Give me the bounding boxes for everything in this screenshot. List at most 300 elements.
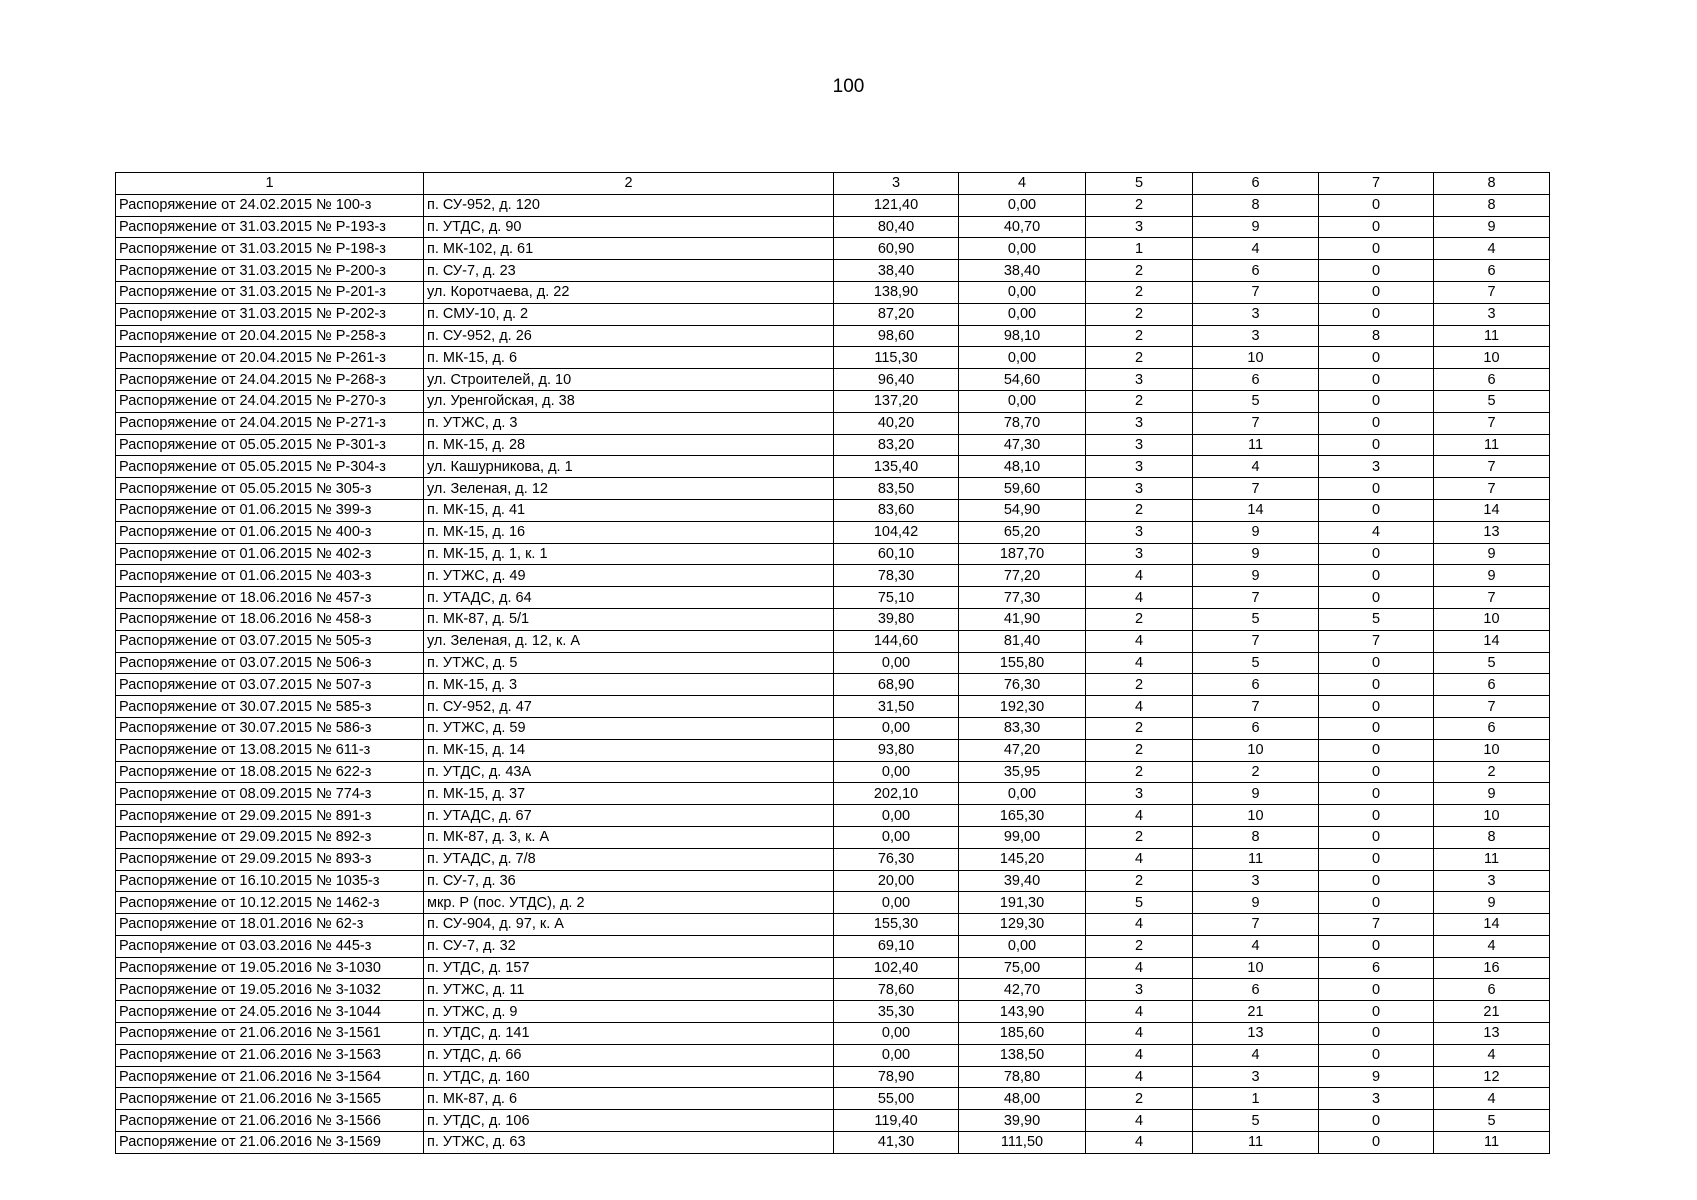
address-cell: п. УТЖС, д. 3 (424, 412, 834, 434)
value-3-cell: 41,30 (834, 1132, 959, 1154)
value-8-cell: 11 (1434, 848, 1550, 870)
document-cell: Распоряжение от 24.05.2016 № 3-1044 (116, 1001, 424, 1023)
value-3-cell: 102,40 (834, 957, 959, 979)
value-6-cell: 5 (1193, 608, 1319, 630)
value-6-cell: 13 (1193, 1023, 1319, 1045)
address-cell: п. УТЖС, д. 11 (424, 979, 834, 1001)
value-4-cell: 129,30 (959, 914, 1086, 936)
value-7-cell: 8 (1319, 325, 1434, 347)
value-8-cell: 12 (1434, 1066, 1550, 1088)
document-cell: Распоряжение от 21.06.2016 № 3-1569 (116, 1132, 424, 1154)
value-5-cell: 5 (1086, 892, 1193, 914)
value-7-cell: 0 (1319, 412, 1434, 434)
table-body (116, 173, 1550, 1154)
value-6-cell: 10 (1193, 739, 1319, 761)
value-4-cell: 78,80 (959, 1066, 1086, 1088)
value-4-cell: 0,00 (959, 935, 1086, 957)
value-5-cell: 2 (1086, 717, 1193, 739)
value-5-cell: 4 (1086, 652, 1193, 674)
address-cell: ул. Кашурникова, д. 1 (424, 456, 834, 478)
table-row (116, 499, 1550, 521)
value-4-cell: 0,00 (959, 194, 1086, 216)
document-cell: Распоряжение от 21.06.2016 № 3-1561 (116, 1023, 424, 1045)
value-3-cell: 38,40 (834, 260, 959, 282)
address-cell: п. УТДС, д. 160 (424, 1066, 834, 1088)
table-row (116, 1044, 1550, 1066)
value-7-cell: 0 (1319, 216, 1434, 238)
value-5-cell: 4 (1086, 1001, 1193, 1023)
table-row (116, 260, 1550, 282)
value-3-cell: 60,10 (834, 543, 959, 565)
value-4-cell: 187,70 (959, 543, 1086, 565)
address-cell: п. УТДС, д. 90 (424, 216, 834, 238)
value-8-cell: 11 (1434, 325, 1550, 347)
document-cell: Распоряжение от 13.08.2015 № 611-з (116, 739, 424, 761)
value-8-cell: 13 (1434, 521, 1550, 543)
value-8-cell: 7 (1434, 456, 1550, 478)
address-cell: п. УТДС, д. 157 (424, 957, 834, 979)
value-8-cell: 14 (1434, 499, 1550, 521)
column-header: 7 (1319, 173, 1434, 195)
value-8-cell: 6 (1434, 369, 1550, 391)
value-8-cell: 8 (1434, 826, 1550, 848)
table-row (116, 957, 1550, 979)
document-cell: Распоряжение от 01.06.2015 № 402-з (116, 543, 424, 565)
value-5-cell: 2 (1086, 1088, 1193, 1110)
value-8-cell: 6 (1434, 674, 1550, 696)
value-4-cell: 0,00 (959, 390, 1086, 412)
value-4-cell: 0,00 (959, 281, 1086, 303)
value-3-cell: 83,20 (834, 434, 959, 456)
value-6-cell: 9 (1193, 783, 1319, 805)
table-row (116, 216, 1550, 238)
value-7-cell: 0 (1319, 260, 1434, 282)
value-4-cell: 47,30 (959, 434, 1086, 456)
address-cell: п. МК-15, д. 14 (424, 739, 834, 761)
value-4-cell: 39,90 (959, 1110, 1086, 1132)
table-row (116, 717, 1550, 739)
value-6-cell: 5 (1193, 390, 1319, 412)
document-cell: Распоряжение от 01.06.2015 № 399-з (116, 499, 424, 521)
value-3-cell: 119,40 (834, 1110, 959, 1132)
value-8-cell: 10 (1434, 608, 1550, 630)
value-4-cell: 77,30 (959, 587, 1086, 609)
value-8-cell: 13 (1434, 1023, 1550, 1045)
value-3-cell: 0,00 (834, 761, 959, 783)
value-7-cell: 0 (1319, 390, 1434, 412)
value-5-cell: 3 (1086, 783, 1193, 805)
value-7-cell: 0 (1319, 587, 1434, 609)
address-cell: п. СУ-952, д. 120 (424, 194, 834, 216)
value-3-cell: 78,60 (834, 979, 959, 1001)
value-3-cell: 35,30 (834, 1001, 959, 1023)
column-header: 1 (116, 173, 424, 195)
value-8-cell: 5 (1434, 652, 1550, 674)
value-5-cell: 4 (1086, 914, 1193, 936)
value-4-cell: 0,00 (959, 347, 1086, 369)
address-cell: п. СУ-904, д. 97, к. А (424, 914, 834, 936)
address-cell: ул. Зеленая, д. 12, к. А (424, 630, 834, 652)
value-3-cell: 78,30 (834, 565, 959, 587)
value-3-cell: 98,60 (834, 325, 959, 347)
value-7-cell: 0 (1319, 499, 1434, 521)
value-8-cell: 9 (1434, 216, 1550, 238)
address-cell: п. МК-15, д. 28 (424, 434, 834, 456)
table-row (116, 434, 1550, 456)
value-6-cell: 4 (1193, 1044, 1319, 1066)
value-7-cell: 0 (1319, 805, 1434, 827)
header-row (116, 173, 1550, 195)
value-7-cell: 9 (1319, 1066, 1434, 1088)
document-cell: Распоряжение от 24.04.2015 № Р-268-з (116, 369, 424, 391)
value-8-cell: 10 (1434, 347, 1550, 369)
table-row (116, 238, 1550, 260)
address-cell: п. УТАДС, д. 7/8 (424, 848, 834, 870)
value-6-cell: 6 (1193, 369, 1319, 391)
value-6-cell: 2 (1193, 761, 1319, 783)
value-7-cell: 0 (1319, 369, 1434, 391)
document-cell: Распоряжение от 05.05.2015 № Р-304-з (116, 456, 424, 478)
column-header: 3 (834, 173, 959, 195)
document-cell: Распоряжение от 18.06.2016 № 457-з (116, 587, 424, 609)
value-7-cell: 0 (1319, 281, 1434, 303)
value-7-cell: 0 (1319, 1132, 1434, 1154)
value-7-cell: 0 (1319, 935, 1434, 957)
value-7-cell: 7 (1319, 630, 1434, 652)
address-cell: п. МК-87, д. 6 (424, 1088, 834, 1110)
address-cell: п. УТДС, д. 43А (424, 761, 834, 783)
document-cell: Распоряжение от 03.03.2016 № 445-з (116, 935, 424, 957)
value-8-cell: 9 (1434, 543, 1550, 565)
value-7-cell: 0 (1319, 1110, 1434, 1132)
value-4-cell: 41,90 (959, 608, 1086, 630)
value-6-cell: 7 (1193, 412, 1319, 434)
address-cell: п. СМУ-10, д. 2 (424, 303, 834, 325)
value-5-cell: 2 (1086, 194, 1193, 216)
value-3-cell: 75,10 (834, 587, 959, 609)
value-7-cell: 5 (1319, 608, 1434, 630)
value-7-cell: 7 (1319, 914, 1434, 936)
table-row (116, 521, 1550, 543)
document-cell: Распоряжение от 29.09.2015 № 893-з (116, 848, 424, 870)
value-3-cell: 0,00 (834, 826, 959, 848)
value-7-cell: 0 (1319, 892, 1434, 914)
table-row (116, 979, 1550, 1001)
value-5-cell: 4 (1086, 1023, 1193, 1045)
value-3-cell: 80,40 (834, 216, 959, 238)
value-8-cell: 7 (1434, 281, 1550, 303)
value-3-cell: 31,50 (834, 696, 959, 718)
value-6-cell: 6 (1193, 717, 1319, 739)
value-3-cell: 121,40 (834, 194, 959, 216)
address-cell: п. МК-15, д. 1, к. 1 (424, 543, 834, 565)
value-8-cell: 7 (1434, 412, 1550, 434)
value-8-cell: 10 (1434, 805, 1550, 827)
address-cell: ул. Строителей, д. 10 (424, 369, 834, 391)
value-3-cell: 69,10 (834, 935, 959, 957)
value-6-cell: 21 (1193, 1001, 1319, 1023)
value-8-cell: 16 (1434, 957, 1550, 979)
value-7-cell: 0 (1319, 303, 1434, 325)
value-7-cell: 0 (1319, 696, 1434, 718)
value-3-cell: 155,30 (834, 914, 959, 936)
value-6-cell: 1 (1193, 1088, 1319, 1110)
value-6-cell: 4 (1193, 935, 1319, 957)
value-8-cell: 6 (1434, 717, 1550, 739)
document-cell: Распоряжение от 31.03.2015 № Р-200-з (116, 260, 424, 282)
value-6-cell: 10 (1193, 347, 1319, 369)
table-row (116, 892, 1550, 914)
value-7-cell: 0 (1319, 739, 1434, 761)
column-header: 6 (1193, 173, 1319, 195)
value-5-cell: 3 (1086, 369, 1193, 391)
document-cell: Распоряжение от 24.04.2015 № Р-270-з (116, 390, 424, 412)
value-7-cell: 0 (1319, 870, 1434, 892)
document-cell: Распоряжение от 30.07.2015 № 586-з (116, 717, 424, 739)
value-5-cell: 2 (1086, 674, 1193, 696)
value-8-cell: 3 (1434, 303, 1550, 325)
value-3-cell: 0,00 (834, 1023, 959, 1045)
value-6-cell: 6 (1193, 979, 1319, 1001)
value-5-cell: 4 (1086, 1044, 1193, 1066)
value-4-cell: 0,00 (959, 783, 1086, 805)
document-cell: Распоряжение от 01.06.2015 № 403-з (116, 565, 424, 587)
value-4-cell: 191,30 (959, 892, 1086, 914)
value-3-cell: 135,40 (834, 456, 959, 478)
value-6-cell: 8 (1193, 826, 1319, 848)
value-8-cell: 5 (1434, 1110, 1550, 1132)
value-7-cell: 0 (1319, 434, 1434, 456)
value-5-cell: 1 (1086, 238, 1193, 260)
address-cell: п. МК-87, д. 3, к. А (424, 826, 834, 848)
address-cell: п. УТЖС, д. 9 (424, 1001, 834, 1023)
value-4-cell: 35,95 (959, 761, 1086, 783)
table-row (116, 652, 1550, 674)
value-3-cell: 0,00 (834, 805, 959, 827)
value-5-cell: 2 (1086, 935, 1193, 957)
value-5-cell: 4 (1086, 1110, 1193, 1132)
value-8-cell: 7 (1434, 696, 1550, 718)
value-3-cell: 60,90 (834, 238, 959, 260)
document-cell: Распоряжение от 18.01.2016 № 62-з (116, 914, 424, 936)
column-header: 4 (959, 173, 1086, 195)
value-6-cell: 4 (1193, 238, 1319, 260)
value-5-cell: 3 (1086, 979, 1193, 1001)
document-cell: Распоряжение от 19.05.2016 № 3-1030 (116, 957, 424, 979)
document-cell: Распоряжение от 31.03.2015 № Р-202-з (116, 303, 424, 325)
value-6-cell: 6 (1193, 674, 1319, 696)
table-row (116, 478, 1550, 500)
value-6-cell: 9 (1193, 543, 1319, 565)
document-cell: Распоряжение от 29.09.2015 № 891-з (116, 805, 424, 827)
address-cell: п. УТЖС, д. 49 (424, 565, 834, 587)
value-3-cell: 0,00 (834, 652, 959, 674)
value-3-cell: 137,20 (834, 390, 959, 412)
value-6-cell: 11 (1193, 434, 1319, 456)
value-6-cell: 7 (1193, 478, 1319, 500)
value-8-cell: 21 (1434, 1001, 1550, 1023)
table-row (116, 805, 1550, 827)
value-3-cell: 0,00 (834, 717, 959, 739)
address-cell: п. УТДС, д. 106 (424, 1110, 834, 1132)
address-cell: ул. Уренгойская, д. 38 (424, 390, 834, 412)
value-8-cell: 4 (1434, 935, 1550, 957)
value-8-cell: 14 (1434, 914, 1550, 936)
address-cell: п. МК-15, д. 37 (424, 783, 834, 805)
document-cell: Распоряжение от 24.04.2015 № Р-271-з (116, 412, 424, 434)
value-3-cell: 20,00 (834, 870, 959, 892)
table-row (116, 347, 1550, 369)
value-8-cell: 4 (1434, 238, 1550, 260)
document-cell: Распоряжение от 24.02.2015 № 100-з (116, 194, 424, 216)
value-5-cell: 2 (1086, 260, 1193, 282)
value-5-cell: 4 (1086, 696, 1193, 718)
table-row (116, 1110, 1550, 1132)
value-6-cell: 3 (1193, 303, 1319, 325)
value-6-cell: 7 (1193, 696, 1319, 718)
address-cell: п. УТДС, д. 141 (424, 1023, 834, 1045)
value-3-cell: 104,42 (834, 521, 959, 543)
value-5-cell: 2 (1086, 281, 1193, 303)
value-7-cell: 0 (1319, 783, 1434, 805)
value-6-cell: 5 (1193, 1110, 1319, 1132)
value-8-cell: 9 (1434, 783, 1550, 805)
value-5-cell: 4 (1086, 805, 1193, 827)
value-5-cell: 3 (1086, 456, 1193, 478)
table-row (116, 390, 1550, 412)
value-7-cell: 0 (1319, 1044, 1434, 1066)
address-cell: п. УТДС, д. 66 (424, 1044, 834, 1066)
value-7-cell: 4 (1319, 521, 1434, 543)
value-4-cell: 54,90 (959, 499, 1086, 521)
value-3-cell: 93,80 (834, 739, 959, 761)
value-8-cell: 6 (1434, 260, 1550, 282)
document-cell: Распоряжение от 03.07.2015 № 505-з (116, 630, 424, 652)
value-5-cell: 4 (1086, 957, 1193, 979)
document-cell: Распоряжение от 05.05.2015 № 305-з (116, 478, 424, 500)
value-7-cell: 0 (1319, 717, 1434, 739)
value-8-cell: 7 (1434, 478, 1550, 500)
value-4-cell: 81,40 (959, 630, 1086, 652)
address-cell: ул. Коротчаева, д. 22 (424, 281, 834, 303)
value-8-cell: 6 (1434, 979, 1550, 1001)
value-6-cell: 14 (1193, 499, 1319, 521)
data-table (115, 172, 1550, 1154)
value-4-cell: 48,10 (959, 456, 1086, 478)
document-cell: Распоряжение от 03.07.2015 № 507-з (116, 674, 424, 696)
table-row (116, 739, 1550, 761)
table-row (116, 456, 1550, 478)
value-5-cell: 4 (1086, 1132, 1193, 1154)
value-7-cell: 0 (1319, 194, 1434, 216)
table-row (116, 1132, 1550, 1154)
value-4-cell: 138,50 (959, 1044, 1086, 1066)
value-6-cell: 5 (1193, 652, 1319, 674)
address-cell: п. СУ-7, д. 32 (424, 935, 834, 957)
address-cell: мкр. Р (пос. УТДС), д. 2 (424, 892, 834, 914)
value-4-cell: 75,00 (959, 957, 1086, 979)
value-3-cell: 144,60 (834, 630, 959, 652)
value-8-cell: 7 (1434, 587, 1550, 609)
document-cell: Распоряжение от 01.06.2015 № 400-з (116, 521, 424, 543)
value-4-cell: 39,40 (959, 870, 1086, 892)
address-cell: п. СУ-7, д. 23 (424, 260, 834, 282)
value-4-cell: 59,60 (959, 478, 1086, 500)
document-cell: Распоряжение от 31.03.2015 № Р-193-з (116, 216, 424, 238)
value-5-cell: 3 (1086, 216, 1193, 238)
table-row (116, 696, 1550, 718)
value-7-cell: 0 (1319, 565, 1434, 587)
value-8-cell: 10 (1434, 739, 1550, 761)
table-row (116, 369, 1550, 391)
value-6-cell: 9 (1193, 216, 1319, 238)
value-4-cell: 47,20 (959, 739, 1086, 761)
value-6-cell: 9 (1193, 565, 1319, 587)
value-5-cell: 4 (1086, 848, 1193, 870)
address-cell: п. СУ-952, д. 47 (424, 696, 834, 718)
table-row (116, 914, 1550, 936)
table-row (116, 1088, 1550, 1110)
table-row (116, 761, 1550, 783)
table-row (116, 848, 1550, 870)
value-3-cell: 115,30 (834, 347, 959, 369)
table-row (116, 630, 1550, 652)
value-4-cell: 48,00 (959, 1088, 1086, 1110)
value-8-cell: 8 (1434, 194, 1550, 216)
value-8-cell: 11 (1434, 1132, 1550, 1154)
document-cell: Распоряжение от 31.03.2015 № Р-201-з (116, 281, 424, 303)
document-cell: Распоряжение от 21.06.2016 № 3-1565 (116, 1088, 424, 1110)
column-header: 5 (1086, 173, 1193, 195)
value-7-cell: 0 (1319, 826, 1434, 848)
table-row (116, 935, 1550, 957)
table-row (116, 194, 1550, 216)
value-3-cell: 0,00 (834, 1044, 959, 1066)
value-5-cell: 2 (1086, 761, 1193, 783)
value-6-cell: 3 (1193, 325, 1319, 347)
value-6-cell: 4 (1193, 456, 1319, 478)
value-4-cell: 145,20 (959, 848, 1086, 870)
table-row (116, 325, 1550, 347)
value-3-cell: 202,10 (834, 783, 959, 805)
value-8-cell: 11 (1434, 434, 1550, 456)
value-8-cell: 9 (1434, 565, 1550, 587)
value-5-cell: 2 (1086, 347, 1193, 369)
value-4-cell: 78,70 (959, 412, 1086, 434)
value-4-cell: 155,80 (959, 652, 1086, 674)
table-row (116, 543, 1550, 565)
value-3-cell: 39,80 (834, 608, 959, 630)
value-7-cell: 0 (1319, 761, 1434, 783)
table-row (116, 412, 1550, 434)
table-row (116, 826, 1550, 848)
value-3-cell: 96,40 (834, 369, 959, 391)
value-4-cell: 143,90 (959, 1001, 1086, 1023)
value-5-cell: 2 (1086, 499, 1193, 521)
document-cell: Распоряжение от 31.03.2015 № Р-198-з (116, 238, 424, 260)
value-6-cell: 7 (1193, 587, 1319, 609)
value-3-cell: 55,00 (834, 1088, 959, 1110)
value-6-cell: 10 (1193, 805, 1319, 827)
address-cell: п. УТЖС, д. 59 (424, 717, 834, 739)
page-number: 100 (832, 76, 865, 97)
document-cell: Распоряжение от 19.05.2016 № 3-1032 (116, 979, 424, 1001)
document-cell: Распоряжение от 08.09.2015 № 774-з (116, 783, 424, 805)
table-row (116, 783, 1550, 805)
document-cell: Распоряжение от 20.04.2015 № Р-261-з (116, 347, 424, 369)
value-6-cell: 11 (1193, 848, 1319, 870)
address-cell: п. УТЖС, д. 5 (424, 652, 834, 674)
